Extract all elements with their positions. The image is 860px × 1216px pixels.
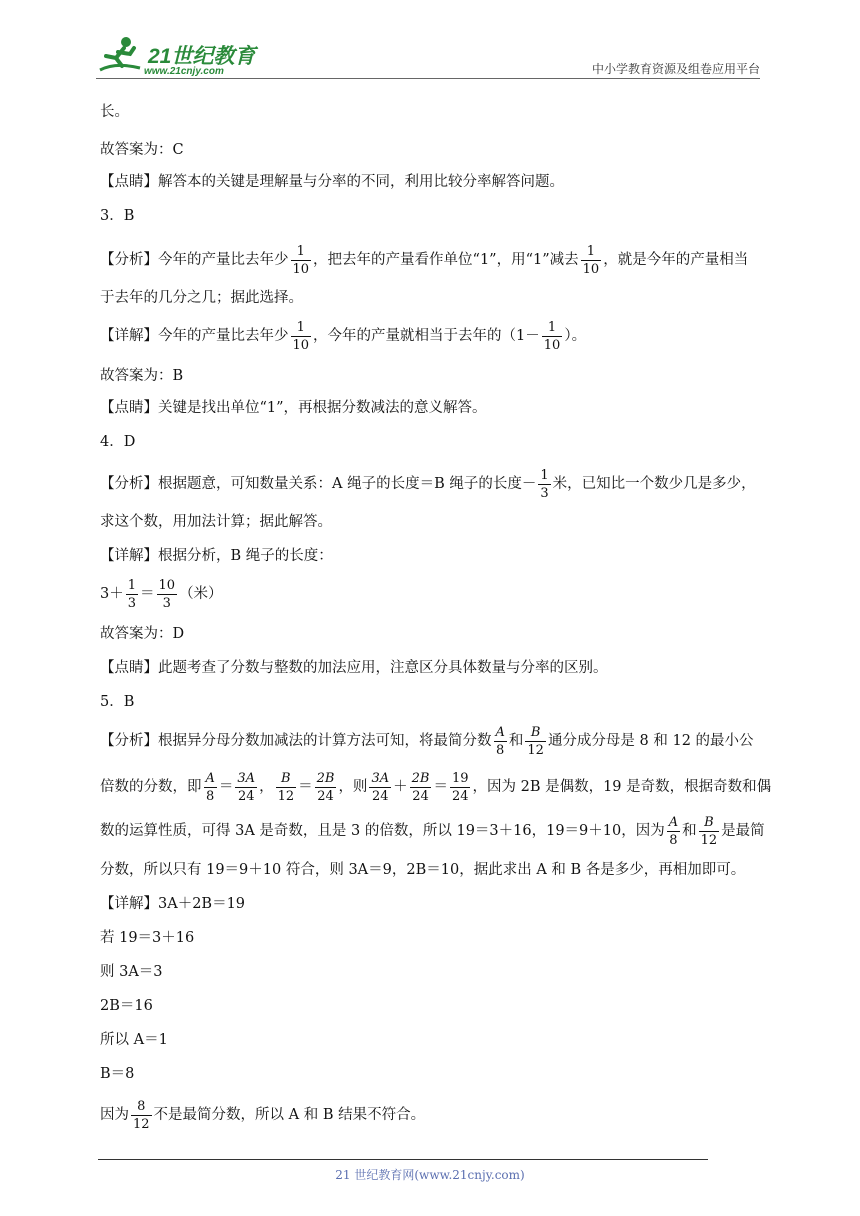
fraction: $\frac{3A}{24}$ (371, 770, 390, 804)
fraction: $\frac{A}{8}$ (668, 814, 679, 848)
question-number: 4．D (100, 434, 136, 450)
fraction: $\frac{1}{3}$ (540, 467, 549, 501)
analysis-line (100, 242, 748, 278)
fraction: $\frac{1}{3}$ (127, 577, 137, 611)
text-segment: 米，已知比一个数少几是多少， (552, 476, 756, 492)
runner-icon (96, 34, 144, 78)
logo-url: www.21cnjy.com (144, 66, 224, 77)
fraction: $\frac{8}{12}$ (133, 1098, 150, 1132)
fraction: $\frac{A}{8}$ (205, 770, 215, 804)
text-segment: ，把去年的产量看作单位“1”，用“1”减去 (313, 252, 579, 268)
site-logo (96, 34, 266, 80)
analysis-line (100, 466, 756, 502)
text-segment: 通分成分母是 8 和 12 的最小公 (547, 733, 754, 749)
text-segment: 3＋ (100, 586, 124, 602)
text-segment: 【分析】今年的产量比去年少 (100, 252, 289, 268)
analysis-line (100, 768, 771, 806)
text-line: 【详解】根据分析，B 绳子的长度： (100, 548, 333, 564)
logo-text: 21世纪教育 (148, 45, 256, 68)
text-segment: ，今年的产量就相当于去年的（1－ (313, 328, 540, 344)
text-line: 2B＝16 (100, 998, 153, 1014)
conclusion-line (100, 1096, 425, 1134)
text-line: 【点睛】此题考查了分数与整数的加法应用，注意区分具体数量与分率的区别。 (100, 660, 608, 676)
analysis-line (100, 722, 754, 760)
text-segment: ，则 (338, 779, 368, 795)
text-segment: ＝ (218, 779, 234, 795)
fraction: $\frac{B}{12}$ (277, 770, 295, 804)
text-line: 则 3A＝3 (100, 964, 163, 980)
text-segment: 不是最简分数，所以 A 和 B 结果不符合。 (153, 1107, 426, 1123)
text-segment: （米） (179, 586, 223, 602)
fraction: $\frac{2B}{24}$ (411, 770, 430, 804)
detail-line (100, 318, 586, 354)
text-segment: 数的运算性质，可得 3A 是奇数，且是 3 的倍数，所以 19＝3＋16，19＝9＋10，因为 (100, 823, 665, 839)
text-line: 【点睛】关键是找出单位“1”，再根据分数减法的意义解答。 (100, 400, 487, 416)
fraction: $\frac{1}{10}$ (292, 243, 310, 277)
text-segment: ＝ (298, 779, 313, 795)
text-line: 故答案为：C (100, 142, 184, 158)
header-divider (96, 78, 760, 79)
analysis-line (100, 812, 765, 850)
text-line: 【详解】3A＋2B＝19 (100, 896, 246, 912)
text-line: 若 19＝3＋16 (100, 930, 195, 946)
text-segment: ＋ (393, 779, 408, 795)
equation-line (100, 576, 223, 612)
text-segment: ＝ (140, 586, 155, 602)
question-number: 3．B (100, 208, 135, 224)
text-line: 故答案为：B (100, 368, 184, 384)
text-segment: 和 (508, 733, 524, 749)
text-line: B＝8 (100, 1066, 135, 1082)
text-segment: ， (259, 779, 274, 795)
fraction: $\frac{10}{3}$ (158, 577, 176, 611)
platform-title: 中小学教育资源及组卷应用平台 (591, 62, 760, 76)
text-segment: ）。 (564, 328, 587, 344)
page-header (96, 30, 760, 80)
fraction: $\frac{B}{12}$ (700, 814, 718, 848)
text-segment: 【详解】今年的产量比去年少 (100, 328, 289, 344)
fraction: $\frac{2B}{24}$ (316, 770, 335, 804)
text-line: 【点睛】解答本的关键是理解量与分率的不同，利用比较分率解答问题。 (100, 174, 564, 190)
question-number: 5．B (100, 694, 135, 710)
text-line: 求这个数，用加法计算；据此解答。 (100, 514, 332, 530)
text-line: 分数，所以只有 19＝9＋10 符合，则 3A＝9，2B＝10，据此求出 A 和 B 各是多少，再相加即可。 (100, 862, 746, 878)
footer-link[interactable]: 21 世纪教育网(www.21cnjy.com) (335, 1168, 525, 1182)
text-line: 长。 (100, 104, 129, 120)
text-segment: 是最简 (721, 823, 765, 839)
text-line: 所以 A＝1 (100, 1032, 168, 1048)
text-segment: 【分析】根据异分母分数加减法的计算方法可知，将最简分数 (100, 733, 492, 749)
text-segment: 因为 (100, 1107, 129, 1123)
fraction: $\frac{A}{8}$ (495, 724, 505, 758)
text-segment: ，就是今年的产量相当 (603, 252, 749, 268)
text-segment: ，因为 2B 是偶数，19 是奇数，根据奇数和偶 (472, 779, 772, 795)
fraction: $\frac{3A}{24}$ (237, 770, 256, 804)
fraction: $\frac{1}{10}$ (543, 319, 561, 353)
fraction: $\frac{19}{24}$ (451, 770, 469, 804)
text-segment: 【分析】根据题意，可知数量关系：A 绳子的长度＝B 绳子的长度－ (100, 476, 537, 492)
text-segment: 和 (682, 823, 697, 839)
text-segment: ＝ (433, 779, 448, 795)
fraction: $\frac{1}{10}$ (582, 243, 600, 277)
fraction: $\frac{B}{12}$ (527, 724, 544, 758)
text-line: 故答案为：D (100, 626, 185, 642)
text-line: 于去年的几分之几；据此选择。 (100, 290, 303, 306)
fraction: $\frac{1}{10}$ (292, 319, 310, 353)
text-segment: 倍数的分数，即 (100, 779, 202, 795)
footer-divider (98, 1159, 708, 1160)
